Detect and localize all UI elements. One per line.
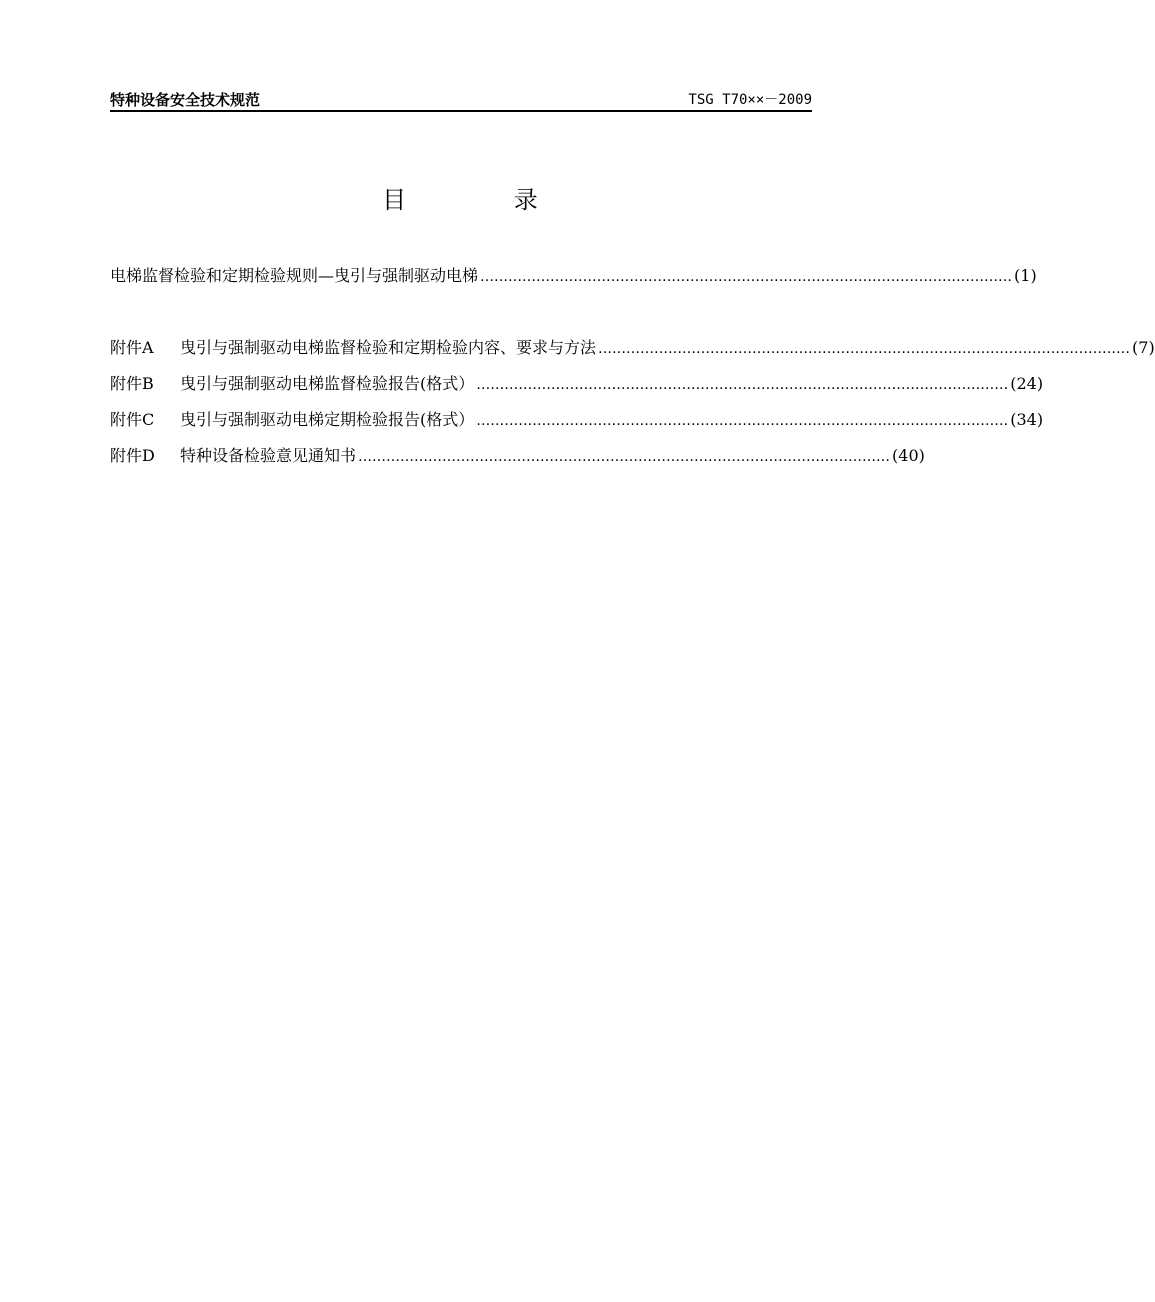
- toc-page-number: (24): [1010, 374, 1044, 393]
- toc-entry-text: 曳引与强制驱动电梯监督检验和定期检验内容、要求与方法: [180, 338, 597, 357]
- toc-appendix-label: 附件A: [110, 338, 154, 357]
- toc-entry-appendix-a[interactable]: [110, 336, 1155, 360]
- toc-page-number: (1): [1014, 266, 1037, 285]
- toc-appendix-label: 附件C: [110, 410, 155, 429]
- toc-dot-leader: ……………………………………………………………………………………………………: [598, 341, 1131, 357]
- toc-dot-leader: ……………………………………………………………………………………………………: [476, 377, 1009, 393]
- toc-page-number: (7): [1132, 338, 1155, 357]
- toc-page-number: (40): [892, 446, 925, 465]
- toc-dot-leader: ……………………………………………………………………………………………………: [358, 449, 891, 465]
- toc-appendix-label: 附件B: [110, 374, 154, 393]
- toc-title: 目 录: [382, 186, 588, 214]
- toc-dot-leader: ……………………………………………………………………………………………………: [476, 413, 1009, 429]
- toc-entry-text: 曳引与强制驱动电梯定期检验报告(格式）: [180, 410, 475, 429]
- header-spec-title: 特种设备安全技术规范: [110, 91, 261, 109]
- toc-entry-text: 曳引与强制驱动电梯监督检验报告(格式）: [180, 374, 475, 393]
- toc-dot-leader: ……………………………………………………………………………………………………: [480, 269, 1013, 285]
- toc-appendix-label: 附件D: [110, 446, 155, 465]
- toc-entry-text: 电梯监督检验和定期检验规则—曳引与强制驱动电梯: [110, 266, 479, 285]
- toc-entry-main[interactable]: [110, 264, 1037, 288]
- toc-entry-text: 特种设备检验意见通知书: [180, 446, 357, 465]
- toc-page-number: (34): [1010, 410, 1044, 429]
- page-header: [110, 86, 812, 112]
- toc-entry-appendix-b[interactable]: [110, 372, 1044, 396]
- header-standard-code: TSG T70××－2009: [688, 92, 812, 108]
- toc-entry-appendix-d[interactable]: [110, 444, 925, 468]
- toc-entry-appendix-c[interactable]: [110, 408, 1044, 432]
